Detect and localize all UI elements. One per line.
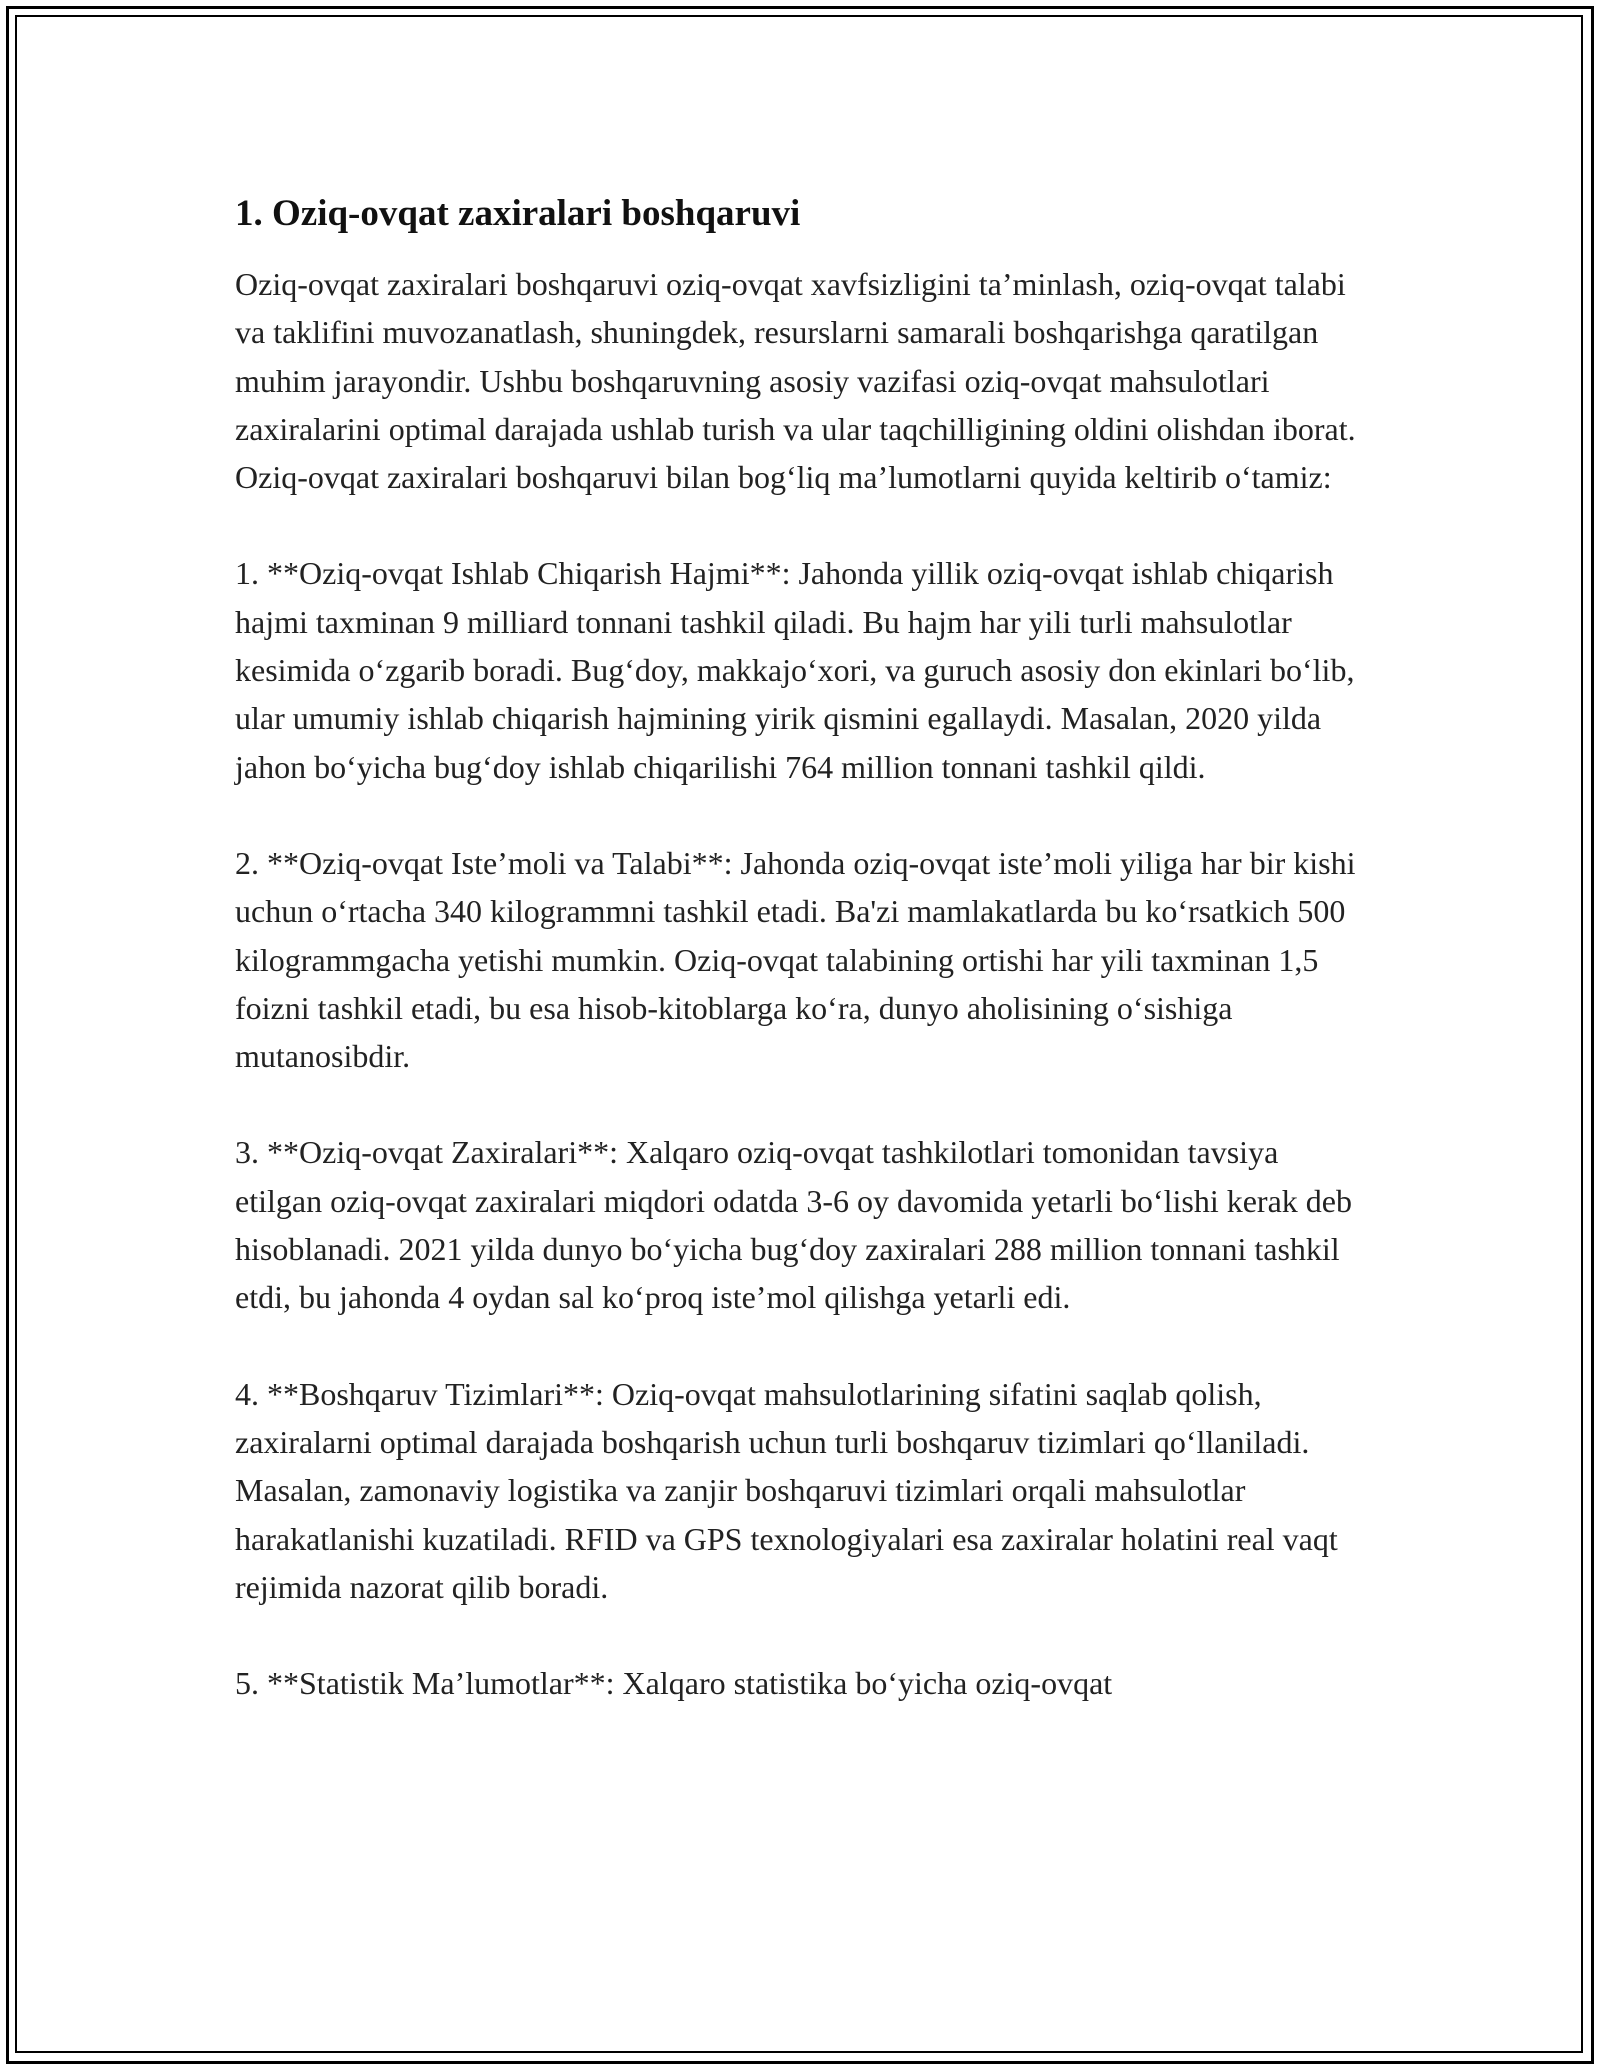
paragraph-item-1: 1. **Oziq-ovqat Ishlab Chiqarish Hajmi**: Jahonda yillik oziq-ovqat ishlab chiqarish hajmi taxminan 9 milliard tonnani tashkil qiladi. Bu hajm har yili turli mahsulotlar kesimida o‘zgarib boradi. Bug‘doy, makkajo‘xori, va guruch asosiy don ekinlari bo‘lib, ular umumiy ishlab chiqarish hajmining yirik qismini egallaydi. Masalan, 2020 yilda jahon bo‘yicha bug‘doy ishlab chiqarilishi 764 million tonnani tashkil qildi.: [235, 555, 1355, 785]
paragraph-item-3: 3. **Oziq-ovqat Zaxiralari**: Xalqaro oziq-ovqat tashkilotlari tomonidan tavsiya etilgan oziq-ovqat zaxiralari miqdori odatda 3-6 oy davomida yetarli bo‘lishi kerak deb hisoblanadi. 2021 yilda dunyo bo‘yicha bug‘doy zaxiralari 288 million tonnani tashkil etdi, bu jahonda 4 oydan sal ko‘proq iste’mol qilishga yetarli edi.: [235, 1134, 1352, 1316]
paragraph-item-5: 5. **Statistik Ma’lumotlar**: Xalqaro statistika bo‘yicha oziq-ovqat: [235, 1665, 1113, 1702]
paragraph-item-4: 4. **Boshqaruv Tizimlari**: Oziq-ovqat mahsulotlarining sifatini saqlab qolish, zaxiralarni optimal darajada boshqarish uchun turli boshqaruv tizimlari qo‘llaniladi. Masalan, zamonaviy logistika va zanjir boshqaruvi tizimlari orqali mahsulotlar harakatlanishi kuzatiladi. RFID va GPS texnologiyalari esa zaxiralar holatini real vaqt rejimida nazorat qilib boradi.: [235, 1375, 1338, 1605]
document-body: [235, 188, 1365, 1707]
paragraph-intro: Oziq-ovqat zaxiralari boshqaruvi oziq-ovqat xavfsizligini ta’minlash, oziq-ovqat talabi va taklifini muvozanatlash, shuningdek, resurslarni samarali boshqarishga qaratilgan muhim jarayondir. Ushbu boshqaruvning asosiy vazifasi oziq-ovqat mahsulotlari zaxiralarini optimal darajada ushlab turish va ular taqchilligining oldini olishdan iborat. Oziq-ovqat zaxiralari boshqaruvi bilan bog‘liq ma’lumotlarni quyida keltirib o‘tamiz:: [235, 266, 1356, 496]
paragraph-item-2: 2. **Oziq-ovqat Iste’moli va Talabi**: Jahonda oziq-ovqat iste’moli yiliga har bir kishi uchun o‘rtacha 340 kilogrammni tashkil etadi. Ba'zi mamlakatlarda bu ko‘rsatkich 500 kilogrammgacha yetishi mumkin. Oziq-ovqat talabining ortishi har yili taxminan 1,5 foizni tashkil etadi, bu esa hisob-kitoblarga ko‘ra, dunyo aholisining o‘sishiga mutanosibdir.: [235, 844, 1356, 1075]
document-title: 1. Oziq-ovqat zaxiralari boshqaruvi: [235, 193, 801, 234]
